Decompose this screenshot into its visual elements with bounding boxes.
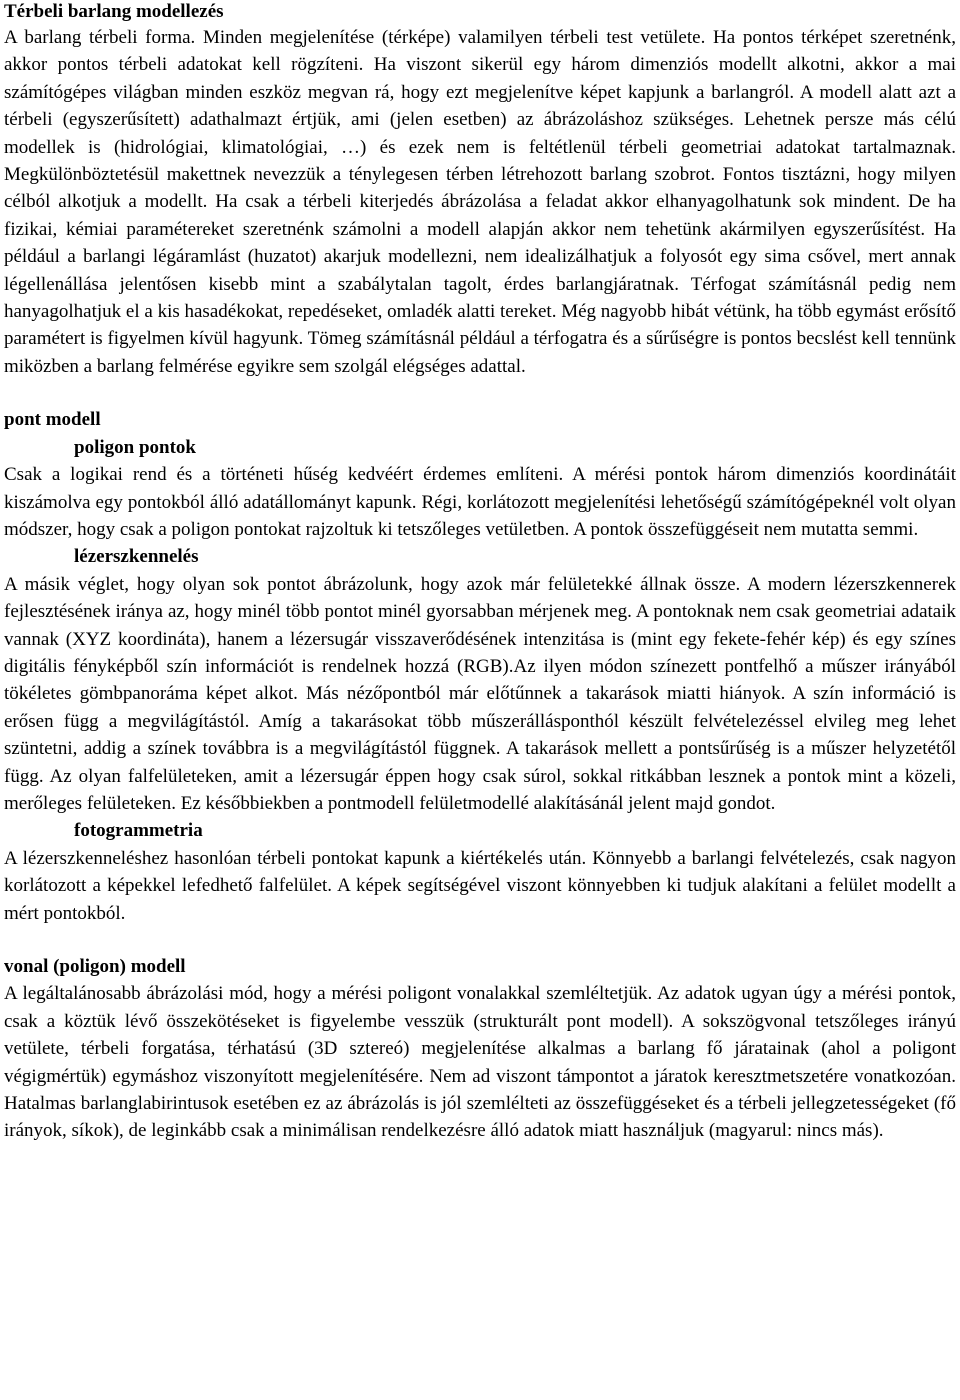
section-heading: vonal (poligon) modell xyxy=(4,956,186,977)
subsection-heading: fotogrammetria xyxy=(74,820,203,842)
subsection-paragraph: Csak a logikai rend és a történeti hűség kedvéért érdemes említeni. A mérési pontok három dimenziós koordinátáit kiszámolva egy pontokból álló adatállományt kapunk. Régi, korlátozott megjelenítési lehetőségű számítógépeknél volt olyan módszer, hogy csak a poligon pontokat rajzoltuk ki tetszőleges vetületben. A pontok összefüggéseit nem mutatta semmi. xyxy=(4,464,956,540)
section-point-model xyxy=(4,406,956,927)
subsection-heading: poligon pontok xyxy=(74,436,196,458)
section-heading: pont modell xyxy=(4,409,101,431)
subsection-heading: lézerszkennelés xyxy=(74,546,199,568)
subsection-paragraph: A másik véglet, hogy olyan sok pontot ábrázolunk, hogy azok már felületekké állnak össze. A modern lézerszkennerek fejlesztésének iránya az, hogy minél több pontot minél gyorsabban mérjenek meg. A pontoknak nem csak geometriai adataik vannak (XYZ koordináta), hanem a lézersugár visszaverődésének intenzitása is (mint egy fekete-fehér kép) és egy színes digitális fényképből szín információt is rendelnek hozzá (RGB).Az ilyen módon színezett pontfelhő a műszer irányából tökéletes gömbpanoráma képet alkot. Más nézőpontból már előtűnnek a takarások miatti hiányok. A szín információ is erősen függ a megvilágítástól. Amíg a takarásokat több műszerállásponthól készült felvételezéssel elvileg meg lehet szüntetni, addig a színek továbbra is a megvilágítástól függnek. A takarások mellett a pontsűrűség is a műszer helyzetétől függ. Az olyan falfelületeken, amit a lézersugár éppen hogy csak súrol, sokkal ritkábban lesznek a pontok mint a közeli, merőleges felületeken. Ez későbbiekben a pontmodell felületmodellé alakításánál jelent majd gondot. xyxy=(4,573,956,814)
document-title: Térbeli barlang modellezés xyxy=(4,1,224,22)
subsection-paragraph: A lézerszkenneléshez hasonlóan térbeli pontokat kapunk a kiértékelés után. Könnyebb a barlangi felvételezés, csak nagyon korlátozott a képekkel lefedhető falfelület. A képek segítségével viszont könnyebben ki tudjuk alakítani a felület modellt a mért pontokból. xyxy=(4,847,956,924)
section-line-model xyxy=(4,953,956,1145)
document xyxy=(4,0,956,1145)
section-spacer xyxy=(4,380,956,406)
intro-paragraph: A barlang térbeli forma. Minden megjelenítése (térképe) valamilyen térbeli test vetülete. Ha pontos térképet szeretnénk, akkor pontos térbeli adatokat kell rögzíteni. Ha viszont sikerül egy három dimenziós modellt alkotni, akkor a mai számítógépes világban minden eszköz megvan rá, hogy ezt megjelenítve képet kapjunk a barlangról. A modell alatt azt a térbeli (egyszerűsített) adathalmazt értjük, ami (jelen esetben) az ábrázoláshoz szükséges. Lehetnek persze más célú modellek is (hidrológiai, klimatológiai, …) és ezek nem is feltétlenül térbeli geometriai adatokat tartalmaznak. Megkülönböztetésül makettnek nevezzük a ténylegesen térben létrehozott barlang szobrot. Fontos tisztázni, hogy milyen célból alkotjuk a modellt. Ha csak a térbeli kiterjedés ábrázolása a feladat akkor elhanyagolhatunk sok mindent. De ha fizikai, kémiai paramétereket szeretnénk számolni a modell alapján akkor nem tehetünk akármilyen egyszerűsítést. Ha például a barlangi légáramlást (huzatot) akarjuk modellezni, nem idealizálhatjuk a folyosót egy sima csővel, mert annak légellenállása jelentősen kisebb mint a szabálytalan tagolt, érdes barlangjáratnak. Térfogat számításnál pedig nem hanyagolhatjuk el a kis hasadékokat, repedéseket, omladék alatti tereket. Még nagyobb hibát vétünk, ha több egymást erősítő paramétert is figyelmen kívül hagyunk. Tömeg számításnál például a térfogatra és a sűrűségre is pontos becslést kell tennünk miközben a barlang felmérése egyikre sem szolgál elégséges adattal. xyxy=(4,27,956,377)
section-paragraph: A legáltalánosabb ábrázolási mód, hogy a mérési poligont vonalakkal szemléltetjük. Az adatok ugyan úgy a mérési pontok, csak a köztük lévő összekötéseket is figyelembe vesszük (strukturált pont modell). A sokszögvonal tetszőleges irányú vetülete, térbeli forgatása, térhatású (3D sztereó) megjelenítése alkalmas a barlang fő járatainak (ahol a poligont végigmértük) egymáshoz viszonyított megjelenítésére. Nem ad viszont támpontot a járatok keresztmetszetére vonatkozóan. Hatalmas barlanglabirintusok esetében ez az ábrázolás is jól szemlélteti az összefüggéseket és a térbeli jellegzetességeket (fő irányok, síkok), de leginkább csak a minimálisan rendelkezésre álló adatok miatt használjuk (magyarul: nincs más). xyxy=(4,983,956,1142)
section-spacer xyxy=(4,927,956,953)
